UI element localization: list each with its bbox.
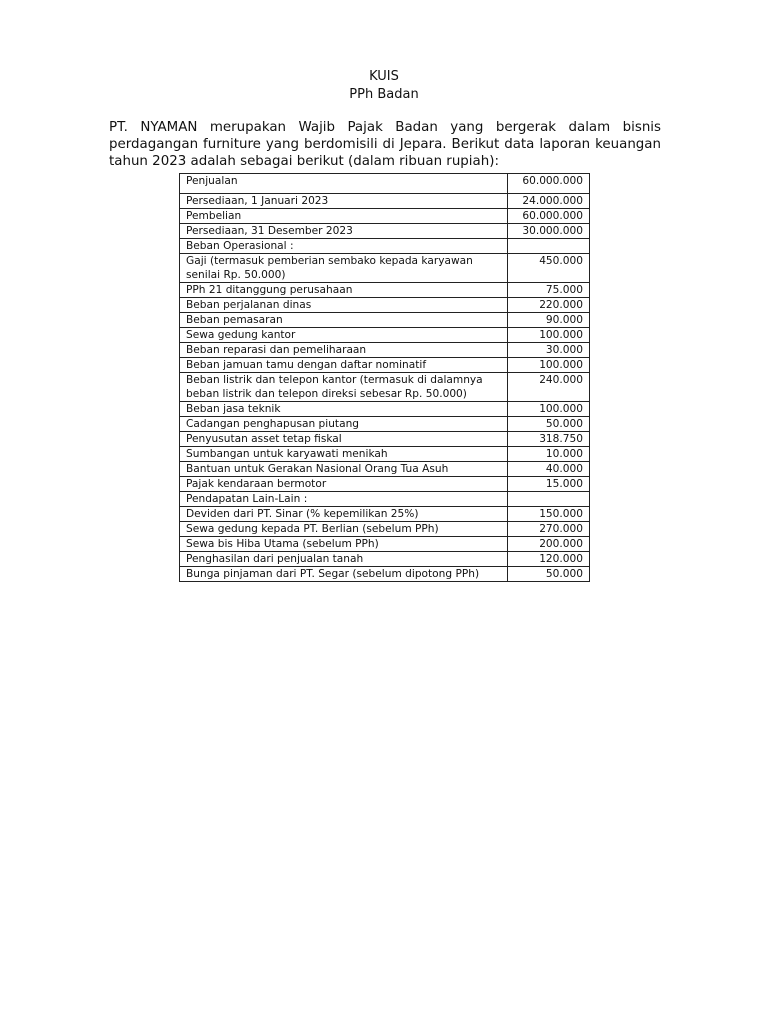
row-value: 100.000 bbox=[508, 358, 590, 373]
table-row bbox=[180, 492, 590, 507]
row-value: 60.000.000 bbox=[508, 174, 590, 194]
row-label: Beban jamuan tamu dengan daftar nominatif bbox=[180, 358, 508, 373]
table-row bbox=[180, 239, 590, 254]
row-value: 30.000.000 bbox=[508, 224, 590, 239]
document-header bbox=[0, 68, 768, 104]
table-row bbox=[180, 254, 590, 283]
row-label: Persediaan, 31 Desember 2023 bbox=[180, 224, 508, 239]
table-row bbox=[180, 552, 590, 567]
row-value: 24.000.000 bbox=[508, 194, 590, 209]
financial-data-table bbox=[179, 173, 590, 582]
row-label: Beban perjalanan dinas bbox=[180, 298, 508, 313]
row-label: Beban reparasi dan pemeliharaan bbox=[180, 343, 508, 358]
row-value: 30.000 bbox=[508, 343, 590, 358]
table-row bbox=[180, 313, 590, 328]
table-row bbox=[180, 328, 590, 343]
row-label: Sewa gedung kantor bbox=[180, 328, 508, 343]
table-row bbox=[180, 537, 590, 552]
row-label: Sewa bis Hiba Utama (sebelum PPh) bbox=[180, 537, 508, 552]
row-value: 450.000 bbox=[508, 254, 590, 283]
row-label: Penyusutan asset tetap fiskal bbox=[180, 432, 508, 447]
row-label: Gaji (termasuk pemberian sembako kepada karyawan senilai Rp. 50.000) bbox=[180, 254, 508, 283]
intro-paragraph: PT. NYAMAN merupakan Wajib Pajak Badan yang bergerak dalam bisnis perdagangan furniture yang berdomisili di Jepara. Berikut data laporan keuangan tahun 2023 adalah sebagai berikut (dalam ribuan rupiah): bbox=[109, 120, 661, 169]
row-label: Pendapatan Lain-Lain : bbox=[180, 492, 508, 507]
row-label: Beban pemasaran bbox=[180, 313, 508, 328]
row-label: Bunga pinjaman dari PT. Segar (sebelum dipotong PPh) bbox=[180, 567, 508, 582]
row-value: 240.000 bbox=[508, 373, 590, 402]
table-row bbox=[180, 343, 590, 358]
row-label: Beban jasa teknik bbox=[180, 402, 508, 417]
document-title: KUIS bbox=[369, 69, 399, 84]
row-value: 40.000 bbox=[508, 462, 590, 477]
table-row bbox=[180, 174, 590, 194]
table-row bbox=[180, 224, 590, 239]
row-label: Bantuan untuk Gerakan Nasional Orang Tua Asuh bbox=[180, 462, 508, 477]
row-value: 200.000 bbox=[508, 537, 590, 552]
row-label: Persediaan, 1 Januari 2023 bbox=[180, 194, 508, 209]
table-row bbox=[180, 507, 590, 522]
table-row bbox=[180, 522, 590, 537]
row-label: Sewa gedung kepada PT. Berlian (sebelum PPh) bbox=[180, 522, 508, 537]
row-value: 100.000 bbox=[508, 402, 590, 417]
row-value: 270.000 bbox=[508, 522, 590, 537]
row-label: Pajak kendaraan bermotor bbox=[180, 477, 508, 492]
table-row bbox=[180, 358, 590, 373]
row-value: 10.000 bbox=[508, 447, 590, 462]
table-row bbox=[180, 283, 590, 298]
table-row bbox=[180, 447, 590, 462]
row-value: 60.000.000 bbox=[508, 209, 590, 224]
row-value: 75.000 bbox=[508, 283, 590, 298]
table-row bbox=[180, 432, 590, 447]
row-value: 15.000 bbox=[508, 477, 590, 492]
row-label: Cadangan penghapusan piutang bbox=[180, 417, 508, 432]
table-row bbox=[180, 402, 590, 417]
table-row bbox=[180, 194, 590, 209]
row-value: 50.000 bbox=[508, 417, 590, 432]
row-value bbox=[508, 239, 590, 254]
row-label: Beban Operasional : bbox=[180, 239, 508, 254]
row-value bbox=[508, 492, 590, 507]
row-value: 220.000 bbox=[508, 298, 590, 313]
row-label: Sumbangan untuk karyawati menikah bbox=[180, 447, 508, 462]
table-row bbox=[180, 417, 590, 432]
row-label: Pembelian bbox=[180, 209, 508, 224]
row-value: 50.000 bbox=[508, 567, 590, 582]
row-value: 318.750 bbox=[508, 432, 590, 447]
row-label: Penghasilan dari penjualan tanah bbox=[180, 552, 508, 567]
row-value: 120.000 bbox=[508, 552, 590, 567]
row-value: 90.000 bbox=[508, 313, 590, 328]
row-label: Penjualan bbox=[180, 174, 508, 194]
table-row bbox=[180, 298, 590, 313]
financial-data-table-body bbox=[180, 174, 590, 582]
table-row bbox=[180, 462, 590, 477]
table-row bbox=[180, 477, 590, 492]
row-value: 150.000 bbox=[508, 507, 590, 522]
row-label: Deviden dari PT. Sinar (% kepemilikan 25%) bbox=[180, 507, 508, 522]
table-row bbox=[180, 567, 590, 582]
document-subtitle: PPh Badan bbox=[349, 87, 419, 102]
row-label: Beban listrik dan telepon kantor (termasuk di dalamnya beban listrik dan telepon direksi sebesar Rp. 50.000) bbox=[180, 373, 508, 402]
row-label: PPh 21 ditanggung perusahaan bbox=[180, 283, 508, 298]
row-value: 100.000 bbox=[508, 328, 590, 343]
table-row bbox=[180, 209, 590, 224]
table-row bbox=[180, 373, 590, 402]
